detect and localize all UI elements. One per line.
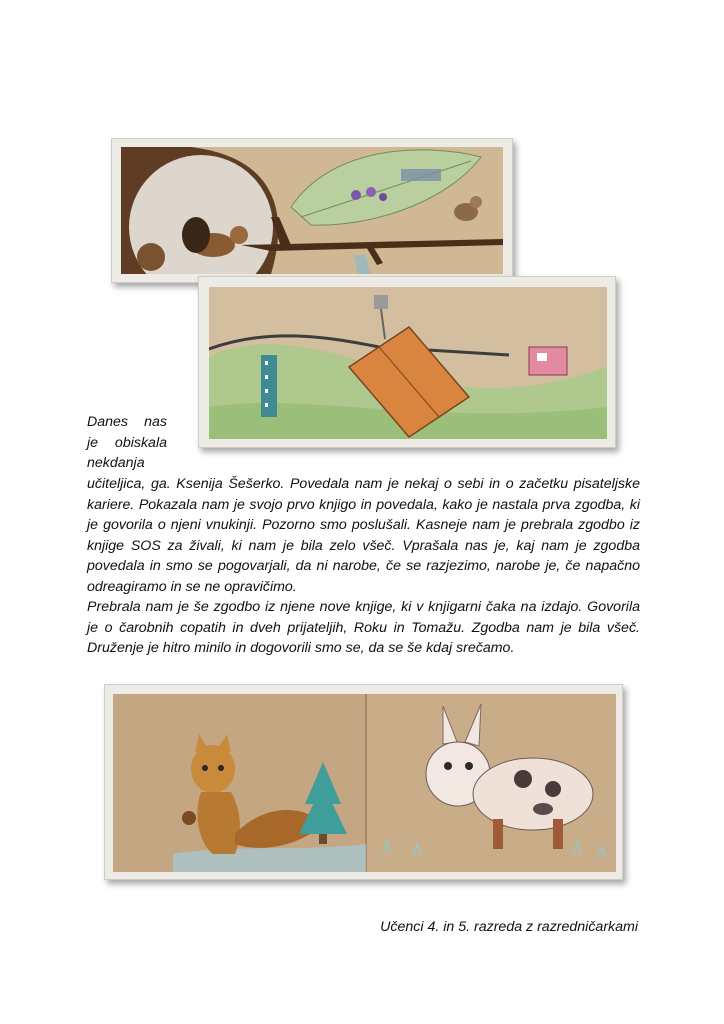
intro-line-1: Danes nas bbox=[87, 414, 167, 430]
drawing-fox-rabbit bbox=[113, 694, 616, 872]
intro-line-3: nekdanja bbox=[87, 455, 145, 472]
intro-paragraph bbox=[87, 474, 640, 598]
intro-line-2: je obiskala bbox=[87, 434, 167, 451]
drawing-cable-car bbox=[209, 287, 607, 439]
drawing-frame-2 bbox=[198, 276, 616, 448]
drawing-frame-1 bbox=[111, 138, 513, 283]
drawing-frame-3 bbox=[104, 684, 623, 880]
drawing-squirrel-tree bbox=[121, 147, 503, 274]
intro-paragraph-text: učiteljica, ga. Ksenija Šešerko. Povedala nam je nekaj o sebi in o začetku pisateljske kariere. Pokazala nam je svojo prvo knjigo in povedala, kako je nastala prva zgodba, ki je govorila o njeni vnukinji. Pozorno smo poslušali. Kasneje nam je prebrala zgodbo iz knjige SOS za živali, ki nam je bila zelo všeč. Vprašala nas je, kaj nam je zgodba povedala in smo se pogovarjali, da ni narobe, če se razjezimo, narobe je, če napačno odreagiramo in se ne opravičimo. bbox=[87, 476, 640, 595]
second-paragraph bbox=[87, 597, 640, 659]
second-paragraph-text: Prebrala nam je še zgodbo iz njene nove knjige, ki v knjigarni čaka na izdajo. Govorila je o čarobnih copatih in dveh prijateljih, Roku in Tomažu. Zgodba nam je bila všeč. Druženje je hitro minilo in dogovorili smo se, da se še kdaj srečamo. bbox=[87, 599, 640, 657]
signature: Učenci 4. in 5. razreda z razredničarkami bbox=[380, 919, 638, 935]
intro-narrow-block bbox=[87, 412, 167, 474]
